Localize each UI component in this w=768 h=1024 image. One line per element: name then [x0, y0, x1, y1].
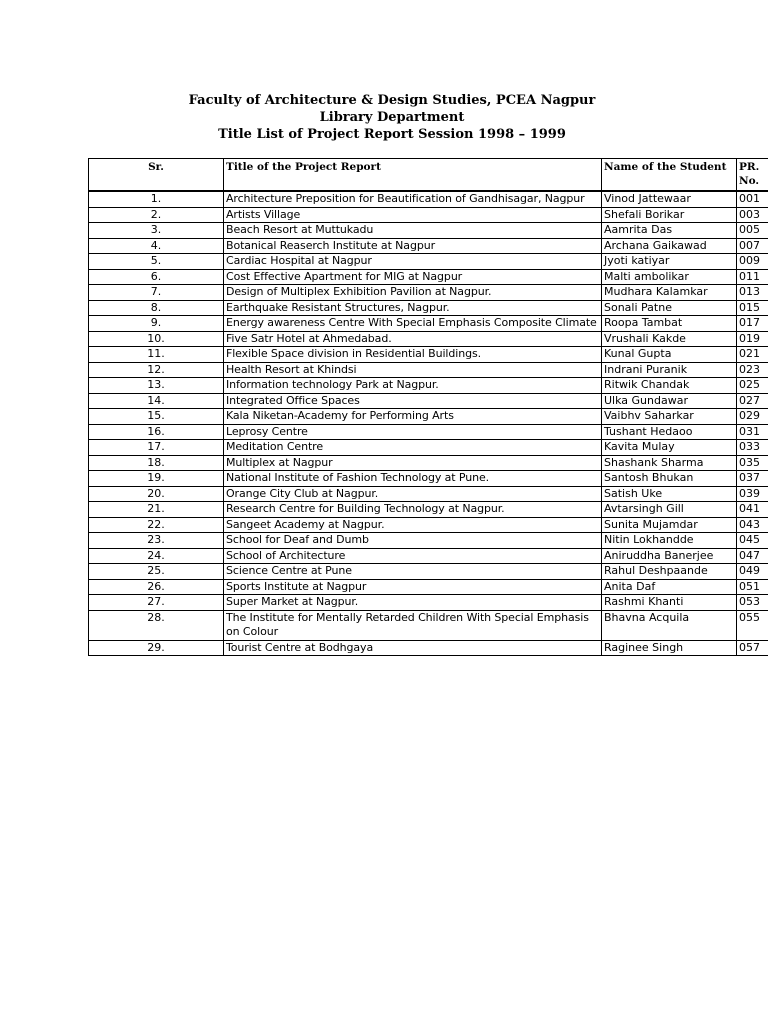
title-cell: Architecture Preposition for Beautification of Gandhisagar, Nagpur [224, 191, 602, 207]
student-cell: Sonali Patne [602, 300, 737, 316]
title-cell: Information technology Park at Nagpur. [224, 378, 602, 394]
table-row [89, 486, 768, 502]
pr-no-cell: 027 [737, 393, 768, 409]
title-cell: Cost Effective Apartment for MIG at Nagpur [224, 269, 602, 285]
title-cell: Sangeet Academy at Nagpur. [224, 517, 602, 533]
pr-no-cell: 009 [737, 254, 768, 270]
pr-no-cell: 029 [737, 409, 768, 425]
sr-cell: 2. [89, 207, 224, 223]
sr-cell: 19. [89, 471, 224, 487]
sr-cell: 6. [89, 269, 224, 285]
student-cell: Malti ambolikar [602, 269, 737, 285]
table-header-row [89, 159, 768, 192]
table-row [89, 362, 768, 378]
column-header-pr-no [737, 159, 768, 192]
sr-cell: 24. [89, 548, 224, 564]
student-cell: Rahul Deshpaande [602, 564, 737, 580]
table-row [89, 393, 768, 409]
table-row [89, 548, 768, 564]
title-cell: Energy awareness Centre With Special Emphasis Composite Climate [224, 316, 602, 332]
title-cell: Health Resort at Khindsi [224, 362, 602, 378]
table-row [89, 409, 768, 425]
title-cell: Artists Village [224, 207, 602, 223]
student-cell: Mudhara Kalamkar [602, 285, 737, 301]
pr-no-cell: 047 [737, 548, 768, 564]
sr-cell: 3. [89, 223, 224, 239]
pr-no-cell: 049 [737, 564, 768, 580]
title-cell: Super Market at Nagpur. [224, 595, 602, 611]
sr-cell: 4. [89, 238, 224, 254]
sr-cell: 25. [89, 564, 224, 580]
project-report-table [88, 158, 768, 656]
table-row [89, 455, 768, 471]
title-cell: Science Centre at Pune [224, 564, 602, 580]
table-row [89, 347, 768, 363]
student-cell: Ulka Gundawar [602, 393, 737, 409]
pr-no-cell: 051 [737, 579, 768, 595]
pr-header-line2: No. [739, 174, 760, 187]
pr-header-line1: PR. [739, 161, 760, 173]
pr-no-cell: 041 [737, 502, 768, 518]
table-row [89, 564, 768, 580]
pr-no-cell: 033 [737, 440, 768, 456]
pr-no-cell: 015 [737, 300, 768, 316]
title-cell: Multiplex at Nagpur [224, 455, 602, 471]
sr-cell: 23. [89, 533, 224, 549]
sr-cell: 29. [89, 640, 224, 656]
sr-cell: 1. [89, 191, 224, 207]
title-cell: Five Satr Hotel at Ahmedabad. [224, 331, 602, 347]
pr-no-cell: 043 [737, 517, 768, 533]
student-cell: Roopa Tambat [602, 316, 737, 332]
table-row [89, 331, 768, 347]
title-cell: Kala Niketan-Academy for Performing Arts [224, 409, 602, 425]
sr-cell: 15. [89, 409, 224, 425]
student-cell: Anita Daf [602, 579, 737, 595]
pr-no-cell: 035 [737, 455, 768, 471]
pr-no-cell: 057 [737, 640, 768, 656]
sr-cell: 11. [89, 347, 224, 363]
title-cell: Beach Resort at Muttukadu [224, 223, 602, 239]
sr-cell: 20. [89, 486, 224, 502]
student-cell: Satish Uke [602, 486, 737, 502]
table-body [89, 191, 768, 656]
pr-no-cell: 001 [737, 191, 768, 207]
title-cell: Integrated Office Spaces [224, 393, 602, 409]
list-title: Title List of Project Report Session 1998 – 1999 [218, 127, 566, 142]
title-cell: Design of Multiplex Exhibition Pavilion at Nagpur. [224, 285, 602, 301]
sr-cell: 27. [89, 595, 224, 611]
title-cell: Earthquake Resistant Structures, Nagpur. [224, 300, 602, 316]
sr-cell: 9. [89, 316, 224, 332]
table-row [89, 191, 768, 207]
pr-no-cell: 021 [737, 347, 768, 363]
table-row [89, 502, 768, 518]
pr-no-cell: 019 [737, 331, 768, 347]
title-cell: Research Centre for Building Technology at Nagpur. [224, 502, 602, 518]
student-cell: Kunal Gupta [602, 347, 737, 363]
pr-no-cell: 031 [737, 424, 768, 440]
table-row [89, 610, 768, 640]
title-cell: Meditation Centre [224, 440, 602, 456]
student-cell: Shashank Sharma [602, 455, 737, 471]
sr-cell: 7. [89, 285, 224, 301]
table-row [89, 471, 768, 487]
sr-cell: 26. [89, 579, 224, 595]
table-row [89, 285, 768, 301]
pr-no-cell: 055 [737, 610, 768, 640]
pr-no-cell: 039 [737, 486, 768, 502]
table-row [89, 579, 768, 595]
title-cell: School for Deaf and Dumb [224, 533, 602, 549]
title-cell: National Institute of Fashion Technology at Pune. [224, 471, 602, 487]
table-row [89, 254, 768, 270]
sr-cell: 12. [89, 362, 224, 378]
table-row [89, 269, 768, 285]
pr-no-cell: 053 [737, 595, 768, 611]
table-row [89, 316, 768, 332]
student-cell: Vinod Jattewaar [602, 191, 737, 207]
title-cell: Flexible Space division in Residential Buildings. [224, 347, 602, 363]
student-cell: Aniruddha Banerjee [602, 548, 737, 564]
table-row [89, 424, 768, 440]
department-title: Library Department [319, 110, 465, 125]
pr-no-cell: 013 [737, 285, 768, 301]
student-cell: Archana Gaikawad [602, 238, 737, 254]
table-row [89, 595, 768, 611]
sr-cell: 28. [89, 610, 224, 640]
column-header-sr: Sr. [89, 159, 224, 192]
sr-cell: 17. [89, 440, 224, 456]
pr-no-cell: 025 [737, 378, 768, 394]
student-cell: Sunita Mujamdar [602, 517, 737, 533]
table-row [89, 640, 768, 656]
table-row [89, 238, 768, 254]
document-header [0, 92, 768, 143]
pr-no-cell: 037 [737, 471, 768, 487]
sr-cell: 22. [89, 517, 224, 533]
pr-no-cell: 007 [737, 238, 768, 254]
title-cell: The Institute for Mentally Retarded Children With Special Emphasis on Colour [224, 610, 602, 640]
sr-cell: 16. [89, 424, 224, 440]
title-cell: Orange City Club at Nagpur. [224, 486, 602, 502]
student-cell: Rashmi Khanti [602, 595, 737, 611]
student-cell: Vrushali Kakde [602, 331, 737, 347]
student-cell: Vaibhv Saharkar [602, 409, 737, 425]
student-cell: Jyoti katiyar [602, 254, 737, 270]
sr-cell: 14. [89, 393, 224, 409]
column-header-title: Title of the Project Report [224, 159, 602, 192]
student-cell: Tushant Hedaoo [602, 424, 737, 440]
student-cell: Kavita Mulay [602, 440, 737, 456]
table-row [89, 378, 768, 394]
column-header-student: Name of the Student [602, 159, 737, 192]
pr-no-cell: 017 [737, 316, 768, 332]
table-row [89, 533, 768, 549]
table-row [89, 207, 768, 223]
title-cell: Cardiac Hospital at Nagpur [224, 254, 602, 270]
student-cell: Indrani Puranik [602, 362, 737, 378]
sr-cell: 5. [89, 254, 224, 270]
table-row [89, 517, 768, 533]
student-cell: Avtarsingh Gill [602, 502, 737, 518]
title-cell: Leprosy Centre [224, 424, 602, 440]
pr-no-cell: 045 [737, 533, 768, 549]
faculty-title: Faculty of Architecture & Design Studies, PCEA Nagpur [188, 93, 596, 108]
pr-no-cell: 023 [737, 362, 768, 378]
title-cell: Sports Institute at Nagpur [224, 579, 602, 595]
title-cell: Tourist Centre at Bodhgaya [224, 640, 602, 656]
pr-no-cell: 003 [737, 207, 768, 223]
student-cell: Shefali Borikar [602, 207, 737, 223]
student-cell: Aamrita Das [602, 223, 737, 239]
table-row [89, 223, 768, 239]
title-cell: Botanical Reaserch Institute at Nagpur [224, 238, 602, 254]
table-row [89, 440, 768, 456]
sr-cell: 10. [89, 331, 224, 347]
student-cell: Nitin Lokhandde [602, 533, 737, 549]
title-cell: School of Architecture [224, 548, 602, 564]
table-row [89, 300, 768, 316]
student-cell: Bhavna Acquila [602, 610, 737, 640]
student-cell: Santosh Bhukan [602, 471, 737, 487]
student-cell: Raginee Singh [602, 640, 737, 656]
sr-cell: 8. [89, 300, 224, 316]
sr-cell: 13. [89, 378, 224, 394]
pr-no-cell: 011 [737, 269, 768, 285]
student-cell: Ritwik Chandak [602, 378, 737, 394]
sr-cell: 18. [89, 455, 224, 471]
sr-cell: 21. [89, 502, 224, 518]
pr-no-cell: 005 [737, 223, 768, 239]
